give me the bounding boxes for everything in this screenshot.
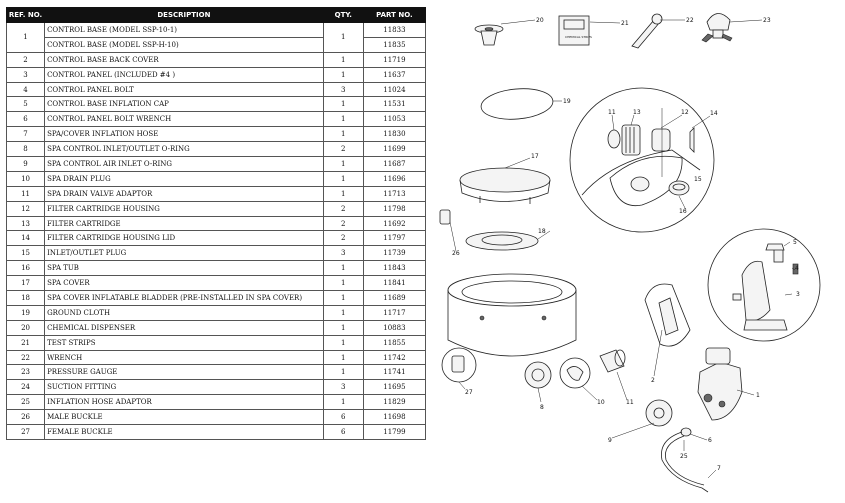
ref-no-cell: 6 (7, 112, 45, 127)
ref-no-cell: 18 (7, 291, 45, 306)
part-no-cell: 11637 (363, 67, 425, 82)
qty-cell: 2 (323, 216, 363, 231)
callout-23: 23 (763, 17, 771, 24)
ref-no-cell: 22 (7, 350, 45, 365)
spa-tub-part (448, 274, 576, 356)
part-no-cell: 11841 (363, 276, 425, 291)
ref-no-cell: 24 (7, 380, 45, 395)
callout-7: 7 (717, 465, 721, 472)
part-no-cell: 11024 (363, 82, 425, 97)
qty-cell: 1 (323, 52, 363, 67)
qty-cell: 6 (323, 425, 363, 440)
test-strip-box-label: CHEMICAL STRIPS (565, 35, 592, 39)
qty-cell: 1 (323, 276, 363, 291)
drain-valve-adaptor-part (600, 350, 625, 372)
callout-16: 16 (679, 208, 687, 215)
callout-2: 2 (651, 377, 655, 384)
part-no-cell: 11719 (363, 52, 425, 67)
female-buckle-part (442, 348, 476, 382)
table-row (7, 157, 426, 172)
part-no-cell: 11739 (363, 246, 425, 261)
part-no-cell: 11830 (363, 127, 425, 142)
qty-cell: 2 (323, 231, 363, 246)
callout-10: 10 (597, 399, 605, 406)
qty-cell: 1 (323, 112, 363, 127)
description-cell: SPA TUB (45, 261, 324, 276)
qty-cell: 6 (323, 410, 363, 425)
ref-no-cell: 1 (7, 23, 45, 53)
table-row (7, 365, 426, 380)
qty-cell: 2 (323, 201, 363, 216)
description-cell: SPA COVER INFLATABLE BLADDER (PRE-INSTALLED IN SPA COVER) (45, 291, 324, 306)
callout-8: 8 (540, 404, 544, 411)
control-panel-detail-view (708, 229, 820, 341)
ref-no-cell: 5 (7, 97, 45, 112)
callout-25: 25 (680, 453, 688, 460)
callout-11-top: 11 (608, 109, 616, 116)
part-no-cell: 11696 (363, 171, 425, 186)
description-cell: CONTROL BASE BACK COVER (45, 52, 324, 67)
callout-22: 22 (686, 17, 694, 24)
callout-5: 5 (793, 239, 797, 246)
ref-no-cell: 19 (7, 305, 45, 320)
callout-21: 21 (621, 20, 629, 27)
part-no-cell: 11835 (363, 37, 425, 52)
part-no-cell: 11742 (363, 350, 425, 365)
callout-19: 19 (563, 98, 571, 105)
callout-18: 18 (538, 228, 546, 235)
callout-27: 27 (465, 389, 473, 396)
table-header-row (7, 8, 426, 23)
callout-13: 13 (633, 109, 641, 116)
header-description: DESCRIPTION (45, 8, 324, 23)
part-no-cell: 11797 (363, 231, 425, 246)
part-no-cell: 11699 (363, 142, 425, 157)
ref-no-cell: 23 (7, 365, 45, 380)
table-row (7, 171, 426, 186)
description-cell: CONTROL BASE (MODEL SSP-H-10) (45, 37, 324, 52)
qty-cell: 2 (323, 142, 363, 157)
ref-no-cell: 27 (7, 425, 45, 440)
table-row (7, 231, 426, 246)
qty-cell: 1 (323, 335, 363, 350)
table-row (7, 216, 426, 231)
description-cell: CONTROL BASE (MODEL SSP-10-1) (45, 23, 324, 38)
drain-plug-part (560, 358, 590, 388)
callout-11: 11 (626, 399, 634, 406)
part-no-cell: 11531 (363, 97, 425, 112)
test-strips-part (559, 16, 592, 45)
qty-cell: 1 (323, 395, 363, 410)
ref-no-cell: 21 (7, 335, 45, 350)
ref-no-cell: 16 (7, 261, 45, 276)
part-no-cell: 11843 (363, 261, 425, 276)
callout-20: 20 (536, 17, 544, 24)
ref-no-cell: 8 (7, 142, 45, 157)
description-cell: TEST STRIPS (45, 335, 324, 350)
qty-cell: 3 (323, 246, 363, 261)
callout-12: 12 (681, 109, 689, 116)
ref-no-cell: 3 (7, 67, 45, 82)
description-cell: SPA CONTROL INLET/OUTLET O-RING (45, 142, 324, 157)
qty-cell: 1 (323, 365, 363, 380)
ref-no-cell: 13 (7, 216, 45, 231)
ref-no-cell: 12 (7, 201, 45, 216)
qty-cell: 1 (323, 23, 363, 53)
ref-no-cell: 15 (7, 246, 45, 261)
qty-cell: 3 (323, 380, 363, 395)
table-row (7, 186, 426, 201)
qty-cell: 1 (323, 127, 363, 142)
description-cell: CONTROL BASE INFLATION CAP (45, 97, 324, 112)
header-ref-no: REF. NO. (7, 8, 45, 23)
part-no-cell: 11833 (363, 23, 425, 38)
table-row (7, 127, 426, 142)
qty-cell: 1 (323, 67, 363, 82)
part-no-cell: 11713 (363, 186, 425, 201)
description-cell: CONTROL PANEL (INCLUDED #4 ) (45, 67, 324, 82)
spa-cover-bladder-part (466, 232, 538, 250)
part-no-cell: 11689 (363, 291, 425, 306)
table-row (7, 276, 426, 291)
table-row (7, 350, 426, 365)
header-qty: QTY. (323, 8, 363, 23)
description-cell: FEMALE BUCKLE (45, 425, 324, 440)
table-row (7, 320, 426, 335)
ref-no-cell: 7 (7, 127, 45, 142)
description-cell: SPA DRAIN PLUG (45, 171, 324, 186)
qty-cell: 1 (323, 320, 363, 335)
callout-1: 1 (756, 392, 760, 399)
table-row (7, 52, 426, 67)
description-cell: SPA DRAIN VALVE ADAPTOR (45, 186, 324, 201)
male-buckle-part (440, 210, 450, 224)
qty-cell: 1 (323, 305, 363, 320)
description-cell: SUCTION FITTING (45, 380, 324, 395)
table-row (7, 425, 426, 440)
table-row (7, 67, 426, 82)
part-no-cell: 11798 (363, 201, 425, 216)
description-cell: INFLATION HOSE ADAPTOR (45, 395, 324, 410)
qty-cell: 1 (323, 261, 363, 276)
ref-no-cell: 14 (7, 231, 45, 246)
callout-17: 17 (531, 153, 539, 160)
exploded-parts-diagram (432, 0, 845, 503)
description-cell: SPA CONTROL AIR INLET O-RING (45, 157, 324, 172)
ref-no-cell: 20 (7, 320, 45, 335)
description-cell: MALE BUCKLE (45, 410, 324, 425)
table-row (7, 305, 426, 320)
ref-no-cell: 17 (7, 276, 45, 291)
table-row (7, 37, 426, 52)
part-no-cell: 10883 (363, 320, 425, 335)
table-row (7, 201, 426, 216)
part-no-cell: 11053 (363, 112, 425, 127)
table-row (7, 246, 426, 261)
qty-cell: 1 (323, 291, 363, 306)
callout-15: 15 (694, 176, 702, 183)
table-row (7, 112, 426, 127)
part-no-cell: 11829 (363, 395, 425, 410)
inlet-outlet-o-ring-part (525, 362, 551, 388)
ref-no-cell: 11 (7, 186, 45, 201)
ref-no-cell: 26 (7, 410, 45, 425)
filter-detail-view (570, 88, 714, 232)
table-row (7, 97, 426, 112)
ref-no-cell: 25 (7, 395, 45, 410)
ref-no-cell: 4 (7, 82, 45, 97)
callout-3: 3 (796, 291, 800, 298)
chemical-dispenser-part (475, 25, 503, 45)
qty-cell: 1 (323, 350, 363, 365)
inlet-outlet-plug-part (669, 181, 689, 195)
part-no-cell: 11799 (363, 425, 425, 440)
part-no-cell: 11687 (363, 157, 425, 172)
spa-cover-part (460, 168, 550, 204)
part-no-cell: 11692 (363, 216, 425, 231)
spa-inflation-hose-part (661, 432, 708, 492)
part-no-cell: 11717 (363, 305, 425, 320)
ref-no-cell: 2 (7, 52, 45, 67)
qty-cell: 1 (323, 186, 363, 201)
table-row (7, 291, 426, 306)
qty-cell: 1 (323, 171, 363, 186)
callout-9: 9 (608, 437, 612, 444)
description-cell: INLET/OUTLET PLUG (45, 246, 324, 261)
description-cell: SPA/COVER INFLATION HOSE (45, 127, 324, 142)
part-no-cell: 11698 (363, 410, 425, 425)
ref-no-cell: 9 (7, 157, 45, 172)
description-cell: FILTER CARTRIDGE HOUSING (45, 201, 324, 216)
table-row (7, 335, 426, 350)
description-cell: CONTROL PANEL BOLT WRENCH (45, 112, 324, 127)
qty-cell: 1 (323, 157, 363, 172)
air-inlet-o-ring-part (646, 400, 672, 426)
control-panel-bolt-wrench-part (681, 428, 691, 436)
callout-4: 4 (795, 265, 799, 272)
table-row (7, 23, 426, 38)
qty-cell: 1 (323, 97, 363, 112)
control-base-part (698, 348, 742, 420)
part-no-cell: 11741 (363, 365, 425, 380)
description-cell: CONTROL PANEL BOLT (45, 82, 324, 97)
description-cell: PRESSURE GAUGE (45, 365, 324, 380)
header-part-no: PART NO. (363, 8, 425, 23)
part-no-cell: 11855 (363, 335, 425, 350)
part-no-cell: 11695 (363, 380, 425, 395)
ref-no-cell: 10 (7, 171, 45, 186)
callout-6: 6 (708, 437, 712, 444)
table-row (7, 82, 426, 97)
control-base-back-cover-part (645, 284, 690, 346)
table-row (7, 261, 426, 276)
table-row (7, 142, 426, 157)
table-row (7, 395, 426, 410)
description-cell: FILTER CARTRIDGE (45, 216, 324, 231)
description-cell: WRENCH (45, 350, 324, 365)
description-cell: FILTER CARTRIDGE HOUSING LID (45, 231, 324, 246)
pressure-gauge-part (702, 13, 732, 42)
description-cell: CHEMICAL DISPENSER (45, 320, 324, 335)
description-cell: GROUND CLOTH (45, 305, 324, 320)
callout-26: 26 (452, 250, 460, 257)
parts-list-table (6, 7, 426, 440)
table-row (7, 410, 426, 425)
table-row (7, 380, 426, 395)
description-cell: SPA COVER (45, 276, 324, 291)
callout-14: 14 (710, 110, 718, 117)
wrench-part (632, 14, 662, 48)
qty-cell: 3 (323, 82, 363, 97)
ground-cloth-part (480, 86, 554, 122)
